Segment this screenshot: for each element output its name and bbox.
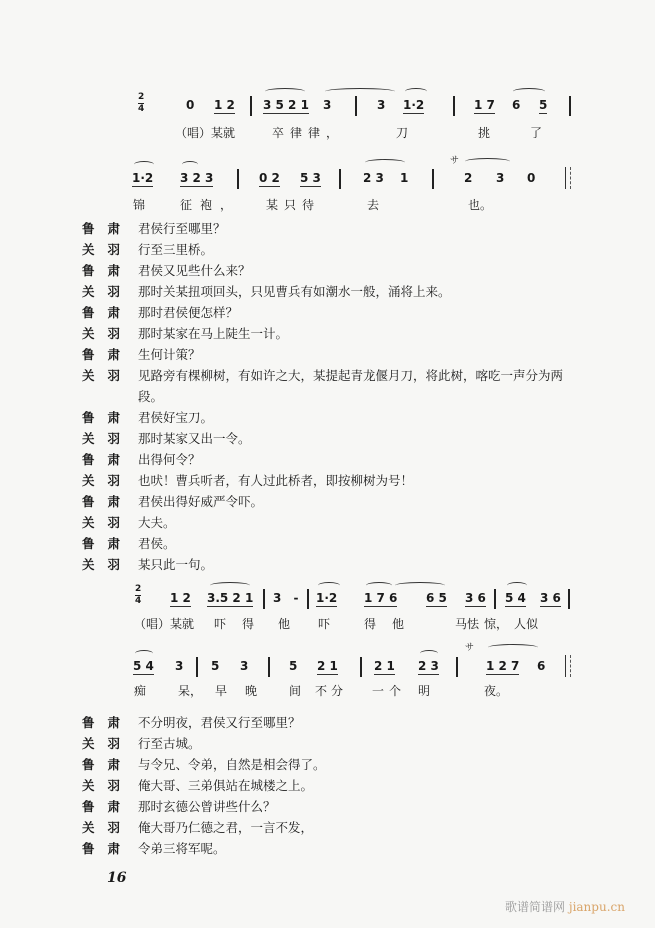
lyric: 痴: [134, 684, 147, 698]
dialogue-text: 俺大哥乃仁德之君，一言不发，: [138, 820, 314, 835]
note: 1·2: [316, 591, 338, 605]
speaker: 鲁肃: [82, 347, 134, 362]
dialogue-text: 某只此一句。: [138, 557, 214, 572]
lyric: 马怯: [455, 617, 480, 631]
time-signature: [135, 585, 141, 606]
speaker: 关羽: [82, 431, 134, 446]
slur: [210, 582, 250, 589]
ts-top: 2: [135, 584, 142, 594]
note: 3: [240, 659, 249, 673]
bar-line: [360, 657, 362, 677]
bar-line: [250, 96, 252, 116]
lyric: 挑: [478, 126, 491, 140]
note: 2 1: [374, 659, 395, 673]
note: 1 2: [170, 591, 191, 605]
dialogue-text: 俺大哥、三弟俱站在城楼之上。: [138, 778, 314, 793]
note: 3 2 3: [180, 171, 214, 185]
bar-line: [268, 657, 270, 677]
note: 1 2 7: [486, 659, 520, 673]
end-bar-line: [565, 167, 571, 189]
lyric: 不分: [315, 684, 348, 698]
dialogue-text: 见路旁有棵柳树，有如许之大，某提起青龙偃月刀，将此树，喀吃一声分为两: [138, 368, 564, 383]
dialogue-text: 那时君侯便怎样？: [138, 305, 239, 320]
lyric: 吓: [214, 617, 227, 631]
note: 3 6: [540, 591, 561, 605]
speaker: 鲁肃: [82, 536, 134, 551]
speaker: 鲁肃: [82, 305, 134, 320]
note: 6: [512, 98, 521, 112]
lyric: （唱）某就: [175, 126, 236, 140]
slur: [488, 644, 538, 651]
bar-line: [494, 589, 496, 609]
lyric: 了: [530, 126, 543, 140]
lyric: 也。: [468, 198, 493, 212]
note: 2: [464, 171, 473, 185]
dialogue-text: 生何计策？: [138, 347, 201, 362]
dialogue-text: 出得何令？: [138, 452, 201, 467]
lyric: 去: [367, 198, 380, 212]
slur: [135, 650, 153, 657]
slur: [465, 158, 510, 165]
bar-line: [569, 96, 571, 116]
speaker: 关羽: [82, 284, 134, 299]
note: 5: [211, 659, 220, 673]
bar-line: [432, 169, 434, 189]
dialogue-text: 那时关某扭项回头，只见曹兵有如潮水一般，涌将上来。: [138, 284, 451, 299]
end-bar-line: [565, 655, 571, 677]
bar-line: [263, 589, 265, 609]
note: 5 4: [505, 591, 526, 605]
note: 3: [175, 659, 184, 673]
dialogue-text: 段。: [138, 389, 164, 404]
lyric: 他: [392, 617, 405, 631]
ts-bottom: 4: [138, 104, 145, 114]
note: 5: [539, 98, 548, 112]
note: 3: [323, 98, 332, 112]
speaker: 鲁肃: [82, 799, 134, 814]
bar-line: [339, 169, 341, 189]
slur: [265, 88, 305, 95]
note: 3: [496, 171, 505, 185]
note: 3 5 2 1: [263, 98, 309, 112]
dialogue-text: 也吠！曹兵听者，有人过此桥者，即按柳树为号！: [138, 473, 414, 488]
bar-line: [237, 169, 239, 189]
bar-line: [355, 96, 357, 116]
slur: [513, 88, 545, 95]
dialogue-text: 君侯出得好威严令吓。: [138, 494, 264, 509]
lyric: 明: [418, 684, 431, 698]
lyric: 吓: [318, 617, 331, 631]
note: 2 3: [418, 659, 439, 673]
lyric: 间: [289, 684, 302, 698]
speaker: 关羽: [82, 473, 134, 488]
free-rhythm-mark: サ: [450, 156, 460, 166]
note: 0 2: [259, 171, 280, 185]
lyric: 刀: [396, 126, 409, 140]
dialogue-text: 君侯。: [138, 536, 176, 551]
speaker: 鲁肃: [82, 494, 134, 509]
note: 1·2: [403, 98, 425, 112]
speaker: 鲁肃: [82, 452, 134, 467]
tie: [325, 88, 395, 95]
speaker: 鲁肃: [82, 715, 134, 730]
slur: [134, 161, 154, 168]
note: 2 1: [317, 659, 338, 673]
watermark-text: 歌谱简谱网: [505, 900, 566, 914]
slur: [420, 650, 438, 657]
lyric: 征袍，: [180, 198, 241, 212]
lyric: 得: [242, 617, 255, 631]
dialogue-text: 行至古城。: [138, 736, 201, 751]
ts-bottom: 4: [135, 596, 142, 606]
page-number: 16: [107, 870, 127, 886]
watermark-domain: jianpu.cn: [568, 900, 625, 914]
speaker: 关羽: [82, 242, 134, 257]
dialogue-text: 行至三里桥。: [138, 242, 214, 257]
dialogue-text: 君侯又见些什么来？: [138, 263, 251, 278]
speaker: 鲁肃: [82, 757, 134, 772]
lyric: 一个: [372, 684, 407, 698]
note: 0: [186, 98, 195, 112]
note: 6 5: [426, 591, 447, 605]
speaker: 鲁肃: [82, 221, 134, 236]
dialogue-text: 那时某家在马上陡生一计。: [138, 326, 289, 341]
note: 5 4: [133, 659, 154, 673]
dialogue-text: 与令兄、令弟，自然是相会得了。: [138, 757, 326, 772]
speaker: 鲁肃: [82, 410, 134, 425]
slur: [182, 161, 198, 168]
note: 6: [537, 659, 546, 673]
speaker: 关羽: [82, 515, 134, 530]
dialogue-text: 君侯好宝刀。: [138, 410, 214, 425]
speaker: 关羽: [82, 326, 134, 341]
lyric: 人似: [514, 617, 539, 631]
note: 3: [377, 98, 386, 112]
note: 1 2: [214, 98, 235, 112]
note: 1: [400, 171, 409, 185]
note: 1·2: [132, 171, 154, 185]
speaker: 鲁肃: [82, 263, 134, 278]
ts-top: 2: [138, 92, 145, 102]
lyric: 晚: [245, 684, 258, 698]
speaker: 关羽: [82, 368, 134, 383]
speaker: 关羽: [82, 736, 134, 751]
note: 5: [289, 659, 298, 673]
note: 3.5 2 1: [207, 591, 254, 605]
free-rhythm-mark: サ: [465, 643, 475, 653]
note: 0: [527, 171, 536, 185]
speaker: 关羽: [82, 557, 134, 572]
note: 3 6: [465, 591, 486, 605]
note: 1 7 6: [364, 591, 398, 605]
note: 2 3: [363, 171, 384, 185]
lyric: 呆，: [178, 684, 203, 698]
bar-line: [307, 589, 309, 609]
note: 3 -: [273, 591, 299, 605]
bar-line: [453, 96, 455, 116]
bar-line: [568, 589, 570, 609]
watermark: [505, 898, 625, 915]
lyric: 锦: [133, 198, 146, 212]
note: 5 3: [300, 171, 321, 185]
speaker: 关羽: [82, 820, 134, 835]
lyric: 惊，: [484, 617, 509, 631]
lyric: 他: [278, 617, 291, 631]
note: 1 7: [474, 98, 495, 112]
dialogue-text: 大夫。: [138, 515, 176, 530]
dialogue-text: 令弟三将军呢。: [138, 841, 226, 856]
lyric: 夜。: [484, 684, 509, 698]
slur: [507, 582, 527, 589]
dialogue-text: 君侯行至哪里？: [138, 221, 226, 236]
speaker: 关羽: [82, 778, 134, 793]
time-signature: [138, 93, 144, 114]
slur: [366, 582, 392, 589]
slur: [365, 159, 405, 166]
dialogue-text: 那时玄德公曾讲些什么？: [138, 799, 276, 814]
bar-line: [196, 657, 198, 677]
lyric: 早: [215, 684, 228, 698]
lyric: 某只待: [266, 198, 321, 212]
lyric: （唱）某就: [134, 617, 195, 631]
slur: [395, 582, 445, 589]
dialogue-text: 那时某家又出一令。: [138, 431, 251, 446]
lyric: 得: [364, 617, 377, 631]
bar-line: [456, 657, 458, 677]
slur: [318, 582, 340, 589]
speaker: 鲁肃: [82, 841, 134, 856]
lyric: 卒律律，: [272, 126, 345, 140]
slur: [405, 88, 427, 95]
dialogue-text: 不分明夜，君侯又行至哪里？: [138, 715, 301, 730]
